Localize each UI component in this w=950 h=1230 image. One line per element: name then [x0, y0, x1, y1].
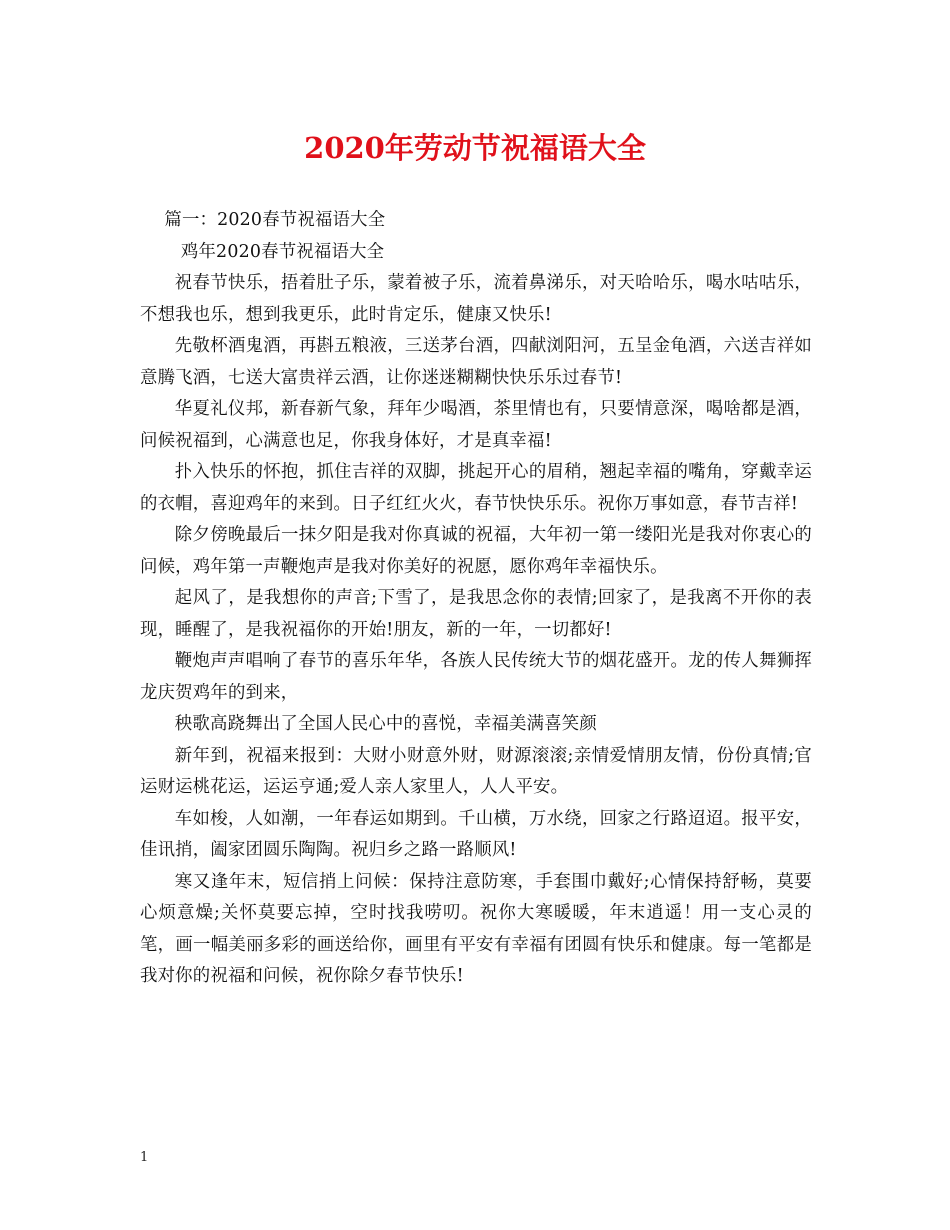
page-number: 1	[140, 1150, 149, 1165]
body-paragraph: 起风了，是我想你的声音;下雪了，是我思念你的表情;回家了，是我离不开你的表现，睡醒了，是我祝福你的开始!朋友，新的一年，一切都好!	[140, 588, 812, 640]
document-title: 2020年劳动节祝福语大全	[304, 131, 646, 165]
body-paragraph: 鞭炮声声唱响了春节的喜乐年华，各族人民传统大节的烟花盛开。龙的传人舞狮挥龙庆贺鸡年的到来，	[140, 651, 812, 703]
body-paragraph: 除夕傍晚最后一抹夕阳是我对你真诚的祝福，大年初一第一缕阳光是我对你衷心的问候，鸡年第一声鞭炮声是我对你美好的祝愿，愿你鸡年幸福快乐。	[140, 525, 812, 577]
body-paragraph: 华夏礼仪邦，新春新气象，拜年少喝酒，茶里情也有，只要情意深，喝啥都是酒，问候祝福到，心满意也足，你我身体好，才是真幸福!	[140, 399, 812, 451]
body-paragraph: 新年到，祝福来报到：大财小财意外财，财源滚滚;亲情爱情朋友情，份份真情;官运财运桃花运，运运亨通;爱人亲人家里人，人人平安。	[140, 745, 812, 797]
body-paragraph: 祝春节快乐，捂着肚子乐，蒙着被子乐，流着鼻涕乐，对天哈哈乐，喝水咕咕乐，不想我也乐，想到我更乐，此时肯定乐，健康又快乐!	[140, 273, 812, 325]
body-paragraph: 秧歌高跷舞出了全国人民心中的喜悦，幸福美满喜笑颜	[174, 714, 597, 734]
subsection-heading: 鸡年2020春节祝福语大全	[180, 241, 385, 262]
body-paragraph: 扑入快乐的怀抱，抓住吉祥的双脚，挑起开心的眉稍，翘起幸福的嘴角，穿戴幸运的衣帽，喜迎鸡年的来到。日子红红火火，春节快快乐乐。祝你万事如意，春节吉祥!	[140, 462, 812, 514]
document-body	[140, 205, 812, 993]
section-heading: 篇一：2020春节祝福语大全	[164, 210, 386, 230]
body-paragraph: 车如梭，人如潮，一年春运如期到。千山横，万水绕，回家之行路迢迢。报平安，佳讯捎，阖家团圆乐陶陶。祝归乡之路一路顺风!	[140, 808, 812, 860]
body-paragraph: 寒又逢年末，短信捎上问候：保持注意防寒，手套围巾戴好;心情保持舒畅，莫要心烦意燥;关怀莫要忘掉，空时找我唠叨。祝你大寒暖暖，年末逍遥！用一支心灵的笔，画一幅美丽多彩的画送给你，画里有平安有幸福有团圆有快乐和健康。每一笔都是我对你的祝福和问候，祝你除夕春节快乐!	[140, 871, 812, 986]
body-paragraph: 先敬杯酒鬼酒，再斟五粮液，三送茅台酒，四献浏阳河，五呈金龟酒，六送吉祥如意腾飞酒，七送大富贵祥云酒，让你迷迷糊糊快快乐乐过春节!	[140, 336, 812, 388]
